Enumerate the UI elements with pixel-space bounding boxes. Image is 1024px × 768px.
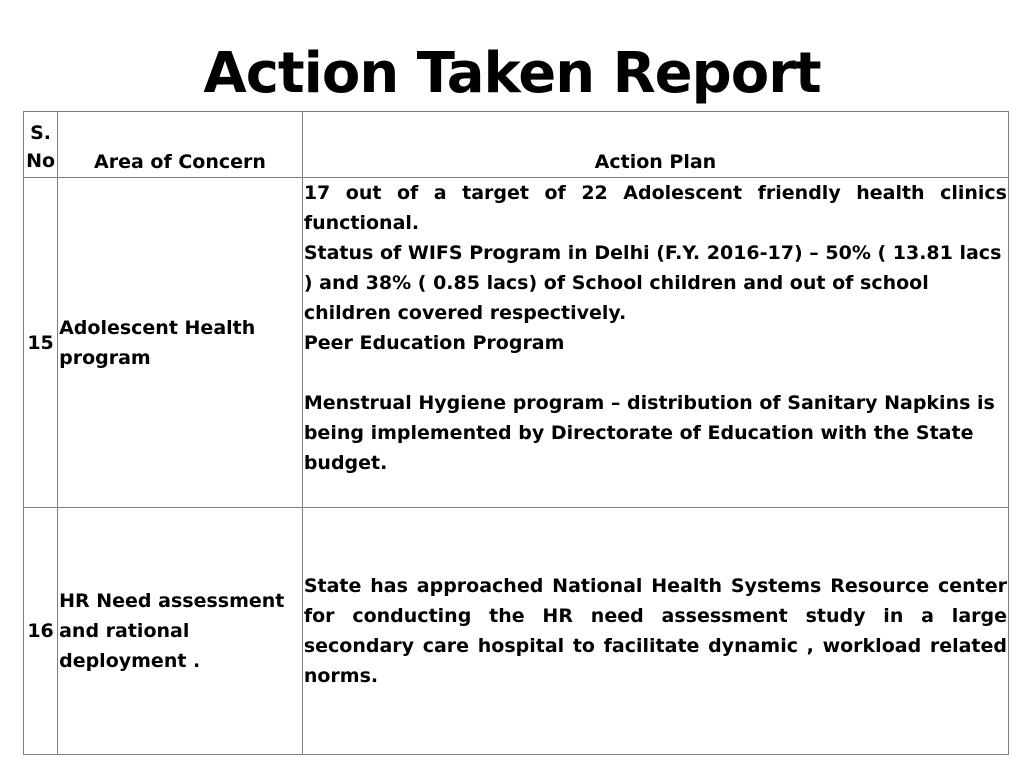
action-plan-item: Peer Education Program: [303, 332, 565, 354]
action-plan-item: Menstrual Hygiene program – distribution of Sanitary Napkins is being implemented by Directorate of Education with the State budget.: [303, 392, 995, 474]
row-area-of-concern: HR Need assessment and rational deployment .: [58, 508, 303, 755]
header-sno: S. No: [24, 112, 58, 178]
row-area-of-concern: Adolescent Health program: [58, 178, 303, 508]
row-serial-number: 15: [24, 178, 58, 508]
table-header-row: [24, 112, 1009, 178]
header-area-of-concern: Area of Concern: [58, 112, 303, 178]
row-action-plan: [302, 178, 1008, 508]
table-row: [24, 178, 1009, 508]
action-report-table: [23, 111, 1009, 755]
page-title: Action Taken Report: [203, 41, 821, 106]
row-action-plan: [302, 508, 1008, 755]
row-serial-number: 16: [24, 508, 58, 755]
spacer: [304, 358, 1007, 388]
header-action-plan: Action Plan: [302, 112, 1008, 178]
table-row: [24, 508, 1009, 755]
action-plan-item: 17 out of a target of 22 Adolescent friendly health clinics functional.: [303, 182, 1007, 234]
action-plan-item: State has approached National Health Systems Resource center for conducting the HR need assessment study in a large secondary care hospital to facilitate dynamic , workload related norms.: [303, 575, 1007, 687]
action-plan-item: Status of WIFS Program in Delhi (F.Y. 2016-17) – 50% ( 13.81 lacs ) and 38% ( 0.85 lacs) of School children and out of school children covered respectively.: [303, 242, 1002, 324]
